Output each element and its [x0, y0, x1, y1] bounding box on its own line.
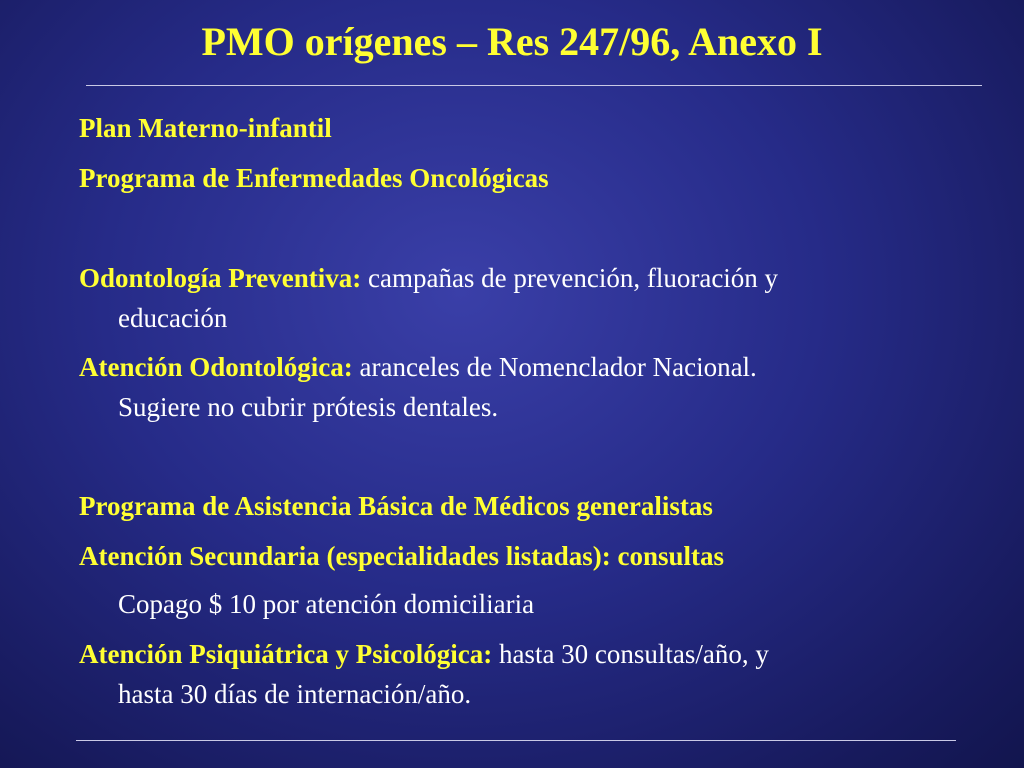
item-heading: Plan Materno-infantil: [79, 113, 332, 143]
list-item-atencion-odontologica: [79, 347, 979, 427]
item-text: campañas de prevención, fluoración y: [361, 263, 779, 293]
slide-title: PMO orígenes – Res 247/96, Anexo I: [201, 19, 823, 64]
list-item-asistencia-basica: [79, 486, 979, 526]
item-heading: Atención Odontológica:: [79, 352, 353, 382]
item-heading: Odontología Preventiva:: [79, 263, 362, 293]
item-heading: Programa de Enfermedades Oncológicas: [79, 163, 549, 193]
item-continuation: hasta 30 días de internación/año.: [118, 679, 472, 709]
item-heading: Programa de Asistencia Básica de Médicos generalistas: [79, 491, 713, 521]
item-continuation: educación: [118, 303, 228, 333]
list-item-plan-materno: [79, 108, 979, 148]
title-divider: [86, 85, 982, 86]
list-item-odontologia-preventiva: [79, 258, 979, 338]
item-continuation: Copago $ 10 por atención domiciliaria: [118, 589, 535, 619]
item-heading: Atención Psiquiátrica y Psicológica:: [79, 639, 493, 669]
item-text: hasta 30 consultas/año, y: [492, 639, 769, 669]
item-continuation: Sugiere no cubrir prótesis dentales.: [118, 392, 499, 422]
list-item-atencion-secundaria: [79, 536, 979, 624]
list-item-atencion-psiquiatrica: [79, 634, 979, 714]
list-item-oncologicas: [79, 158, 979, 198]
footer-divider: [76, 740, 956, 741]
item-heading: Atención Secundaria (especialidades listadas): consultas: [79, 541, 725, 571]
item-text: aranceles de Nomenclador Nacional.: [352, 352, 757, 382]
